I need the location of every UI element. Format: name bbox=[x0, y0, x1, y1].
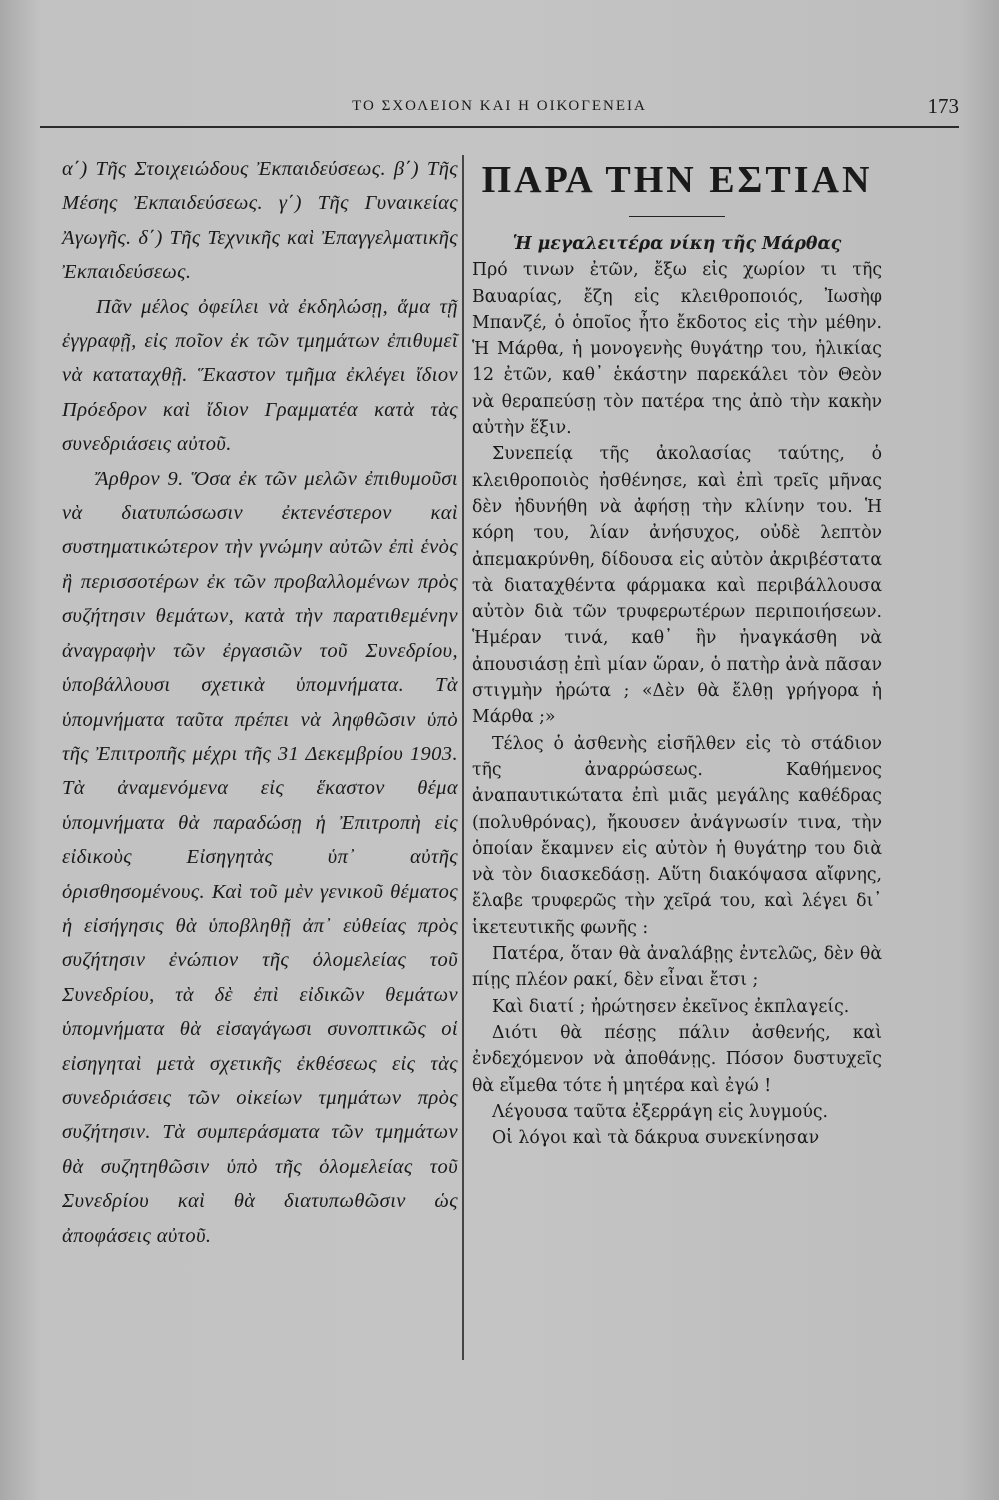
page-number: 173 bbox=[927, 94, 959, 118]
right-paragraph: Συνεπείᾳ τῆς ἀκολασίας ταύτης, ὁ κλειθροποιὸς ἠσθένησε, καὶ ἐπὶ τρεῖς μῆνας δὲν ἠδυνήθη νὰ ἀφήσῃ τὴν κλίνην του. Ἡ κόρη του, λίαν ἀνήσυχος, οὐδὲ λεπτὸν ἀπεμακρύνθη, δίδουσα εἰς αὐτὸν ἀκριβέστατα τὰ διαταχθέντα φάρμακα καὶ περιβάλλουσα αὐτὸν διὰ τῶν τρυφερωτέρων περιποιήσεων. Ἡμέραν τινά, καθ᾿ ἣν ἠναγκάσθη νὰ ἀπουσιάσῃ ἐπὶ μίαν ὥραν, ὁ πατὴρ ἀνὰ πᾶσαν στιγμὴν ἠρώτα ; «Δὲν θὰ ἔλθῃ γρήγορα ἡ Μάρθα ;» bbox=[472, 444, 882, 728]
title-rule bbox=[629, 216, 725, 217]
right-paragraph: Οἱ λόγοι καὶ τὰ δάκρυα συνεκίνησαν bbox=[492, 1128, 820, 1149]
right-paragraph: Πρό τινων ἐτῶν, ἔξω εἰς χωρίον τι τῆς Βαυαρίας, ἔζη εἰς κλειθροποιός, Ἰωσὴφ Μπανζέ, ὁ ὁποῖος ἦτο ἔκδοτος εἰς τὴν μέθην. Ἡ Μάρθα, ἡ μονογενὴς θυγάτηρ του, ἡλικίας 12 ἐτῶν, καθ᾿ ἑκάστην παρεκάλει τὸν Θεὸν νὰ θεραπεύσῃ τὸν πατέρα της ἀπὸ τὴν κακὴν αὐτὴν ἕξιν. bbox=[472, 260, 882, 439]
right-column bbox=[472, 152, 882, 1151]
running-title: ΤΟ ΣΧΟΛΕΙΟΝ ΚΑΙ Η ΟΙΚΟΓΕΝΕΙΑ bbox=[352, 98, 647, 114]
column-divider bbox=[462, 155, 464, 1360]
running-header bbox=[40, 92, 959, 128]
left-column bbox=[62, 152, 458, 1253]
right-paragraph: Πατέρα, ὅταν θὰ ἀναλάβῃς ἐντελῶς, δὲν θὰ πίῃς πλέον ρακί, δὲν εἶναι ἔτσι ; bbox=[472, 944, 882, 991]
left-paragraph: Ἄρθρον 9. Ὅσα ἐκ τῶν μελῶν ἐπιθυμοῦσι νὰ διατυπώσωσιν ἐκτενέστερον καὶ συστηματικώτερον τὴν γνώμην αὐτῶν ἐπὶ ἑνὸς ἢ περισσοτέρων ἐκ τῶν προβαλλομένων πρὸς συζήτησιν θεμάτων, κατὰ τὴν παρατιθεμένην ἀναγραφὴν τῶν ἐργασιῶν τοῦ Συνεδρίου, ὑποβάλλουσι σχετικὰ ὑπομνήματα. Τὰ ὑπομνήματα ταῦτα πρέπει νὰ ληφθῶσιν ὑπὸ τῆς Ἐπιτροπῆς μέχρι τῆς 31 Δεκεμβρίου 1903. Τὰ ἀναμενόμενα εἰς ἕκαστον θέμα ὑπομνήματα θὰ παραδώσῃ ἡ Ἐπιτροπὴ εἰς εἰδικοὺς Εἰσηγητὰς ὑπ᾿ αὐτῆς ὁρισθησομένους. Καὶ τοῦ μὲν γενικοῦ θέματος ἡ εἰσήγησις θὰ ὑποβληθῇ ἀπ᾿ εὐθείας πρὸς συζήτησιν ἐνώπιον τῆς ὁλομελείας τοῦ Συνεδρίου, τὰ δὲ ἐπὶ εἰδικῶν θεμάτων ὑπομνήματα θὰ εἰσαγάγωσι συνοπτικῶς οἱ εἰσηγηταὶ μετὰ σχετικῆς ἐκθέσεως εἰς τὰς συνεδριάσεις τῶν οἰκείων τμημάτων πρὸς συζήτησιν. Τὰ συμπεράσματα τῶν τμημάτων θὰ συζητηθῶσιν ὑπὸ τῆς ὁλομελείας τοῦ Συνεδρίου καὶ θὰ διατυπωθῶσιν ὡς ἀποφάσεις αὐτοῦ. bbox=[62, 467, 458, 1247]
right-paragraph: Λέγουσα ταῦτα ἐξερράγη εἰς λυγμούς. bbox=[492, 1101, 828, 1122]
left-paragraph: α΄) Τῆς Στοιχειώδους Ἐκπαιδεύσεως. β΄) Τῆς Μέσης Ἐκπαιδεύσεως. γ΄) Τῆς Γυναικείας Ἀγωγῆς. δ΄) Τῆς Τεχνικῆς καὶ Ἐπαγγελματικῆς Ἐκπαιδεύσεως. bbox=[62, 158, 458, 284]
right-paragraph: Τέλος ὁ ἀσθενὴς εἰσῆλθεν εἰς τὸ στάδιον τῆς ἀναρρώσεως. Καθήμενος ἀναπαυτικώτατα ἐπὶ μιᾶς μεγάλης καθέδρας (πολυθρόνας), ἤκουσεν ἀνάγνωσίν τινα, τὴν ὁποίαν ἔκαμνεν εἰς αὐτὸν ἡ θυγάτηρ του διὰ νὰ τὸν διασκεδάσῃ. Αὕτη διακόψασα αἴφνης, ἔλαβε τρυφερῶς τὴν χεῖρά του, καὶ λέγει δι᾿ ἱκετευτικῆς φωνῆς : bbox=[472, 733, 882, 938]
left-paragraph: Πᾶν μέλος ὀφείλει νὰ ἐκδηλώσῃ, ἅμα τῇ ἐγγραφῇ, εἰς ποῖον ἐκ τῶν τμημάτων ἐπιθυμεῖ νὰ καταταχθῇ. Ἕκαστον τμῆμα ἐκλέγει ἴδιον Πρόεδρον καὶ ἴδιον Γραμματέα κατὰ τὰς συνεδριάσεις αὐτοῦ. bbox=[62, 295, 458, 456]
article-subtitle: Ἡ μεγαλειτέρα νίκη τῆς Μάρθας bbox=[512, 234, 842, 254]
right-paragraph: Διότι θὰ πέσῃς πάλιν ἀσθενής, καὶ ἐνδεχόμενον νὰ ἀποθάνῃς. Πόσον δυστυχεῖς θὰ εἴμεθα τότε ἡ μητέρα καὶ ἐγώ ! bbox=[472, 1022, 882, 1096]
right-paragraph: Καὶ διατί ; ἠρώτησεν ἐκεῖνος ἐκπλαγείς. bbox=[492, 996, 850, 1017]
section-title: ΠΑΡΑ ΤΗΝ ΕΣΤΙΑΝ bbox=[481, 159, 873, 201]
